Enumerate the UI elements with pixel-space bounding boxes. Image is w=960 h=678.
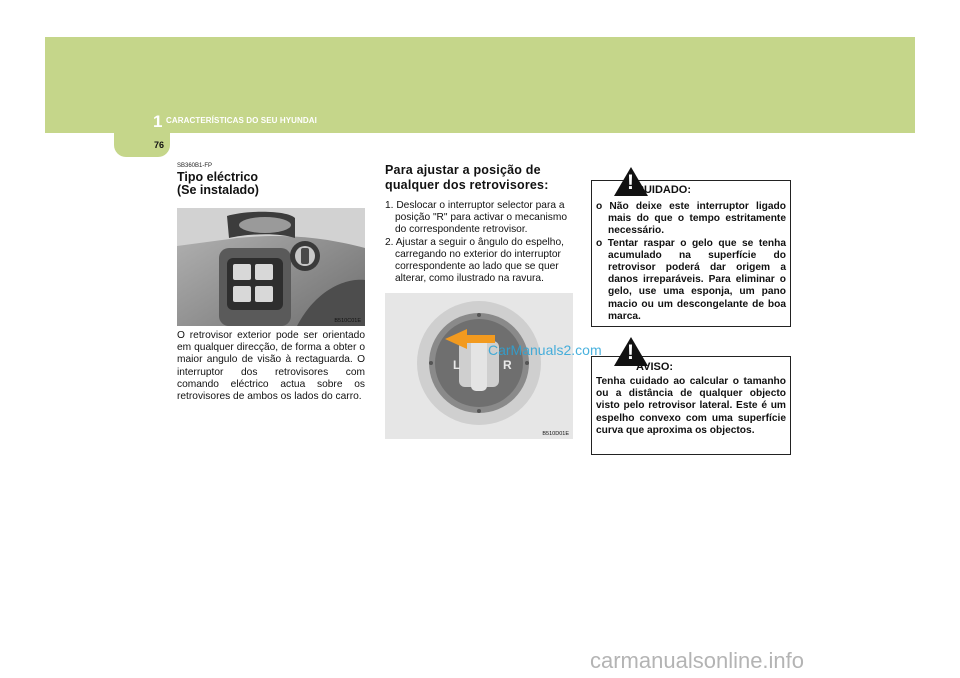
step-item: 2. Ajustar a seguir o ângulo do espelho, carregando no exterior do interruptor correspondente ao lado que se quer alterar, como ilustrado na ravura. <box>385 236 564 285</box>
diagram-caption-code: B510D01E <box>542 431 569 438</box>
door-panel-illustration <box>177 208 365 326</box>
photo-caption-code: B510C01E <box>334 318 361 324</box>
middle-column <box>385 163 575 439</box>
watermark: CarManuals2.com <box>488 342 602 358</box>
warning-title: AVISO: <box>636 361 674 373</box>
caution-title: CUIDADO: <box>636 184 691 196</box>
section-code: SB360B1-FP <box>177 163 213 169</box>
footer-watermark: carmanualsonline.info <box>590 648 805 673</box>
warning-triangle-icon: ! <box>614 167 648 196</box>
door-switch-photo <box>177 208 365 326</box>
caution-list <box>596 201 786 323</box>
caution-item: o Não deixe este interruptor ligado mais do que o tempo estritamente necessário. <box>596 201 786 237</box>
adjust-heading: Para ajustar a posição de qualquer dos retrovisores: <box>385 163 549 192</box>
mirror-dial-illustration <box>385 293 573 439</box>
section-title-line1: Tipo eléctrico <box>177 170 259 184</box>
warning-triangle-icon: ! <box>614 337 648 366</box>
mirror-switch-diagram <box>385 293 573 439</box>
caution-item: o Tentar raspar o gelo que se tenha acumulado na superfície do retrovisor poderá dar origem a danos irreparáveis. Para eliminar o gelo, use uma esponja, um pano macio ou um descongelante de boa marca. <box>596 237 786 322</box>
dial-label-left: L <box>453 358 461 373</box>
warning-box <box>591 341 791 455</box>
left-body-text: O retrovisor exterior pode ser orientado em qualquer direcção, de forma a obter o maior angulo de visão à rectaguarda. O interruptor dos retrovisores com comando eléctrico actua sobre os retrovisores de ambos os lados do carro. <box>177 330 365 403</box>
chapter-number: 1 <box>153 112 163 131</box>
page-number: 76 <box>154 140 165 150</box>
dial-label-right: R <box>503 358 512 373</box>
step-item: 1. Deslocar o interruptor selector para a posição "R" para activar o mecanismo do correspondente retrovisor. <box>385 200 568 236</box>
warning-text: Tenha cuidado ao calcular o tamanho ou a distância de qualquer objecto visto pelo retrovisor lateral. Este é um espelho convexo com uma superfície curva que aproxima os objectos. <box>596 376 786 436</box>
section-title-line2: (Se instalado) <box>177 183 259 197</box>
left-column <box>177 163 365 403</box>
chapter-title: CARACTERÍSTICAS DO SEU HYUNDAI <box>166 116 318 125</box>
adjust-steps <box>385 200 575 285</box>
caution-box <box>591 171 791 327</box>
